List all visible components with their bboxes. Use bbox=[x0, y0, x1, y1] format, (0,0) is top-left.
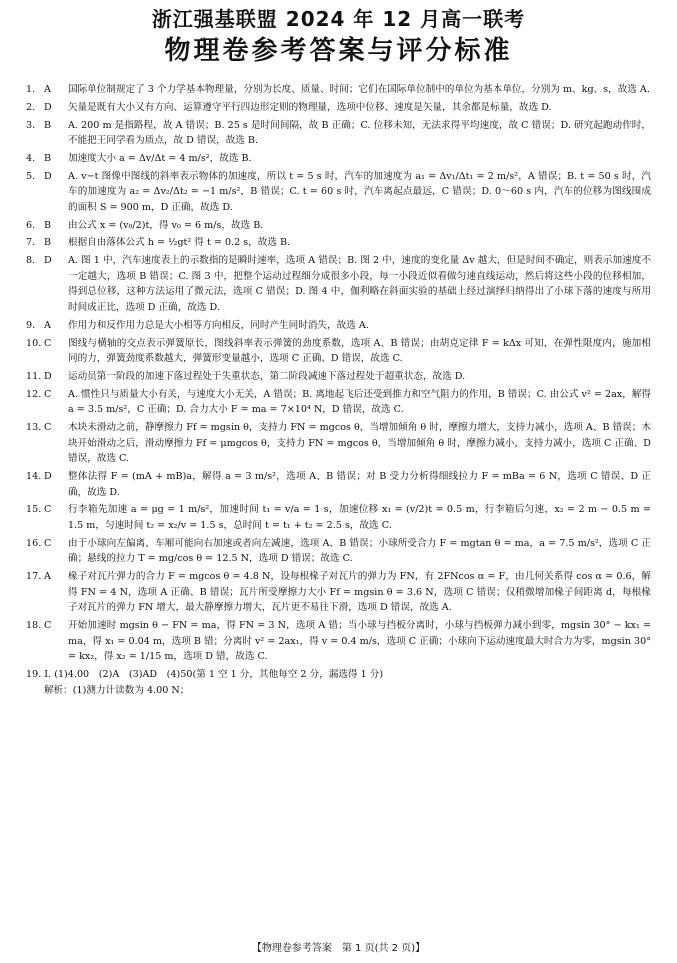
question-number: 5. bbox=[26, 170, 36, 182]
question-number: 4. bbox=[26, 152, 36, 164]
question-number: 6. bbox=[26, 219, 36, 231]
question-number: 12. bbox=[26, 388, 42, 400]
answer-explanation: 开始加速时 mgsin θ − FN = ma，得 FN = 3 N，选项 A 错；当小球与挡板分离时，小球与挡板弹力减小到零，mgsin 30° − kx₁ = ma，得 x₁ = 0.04 m，选项 B 错；分离时 v² = 2ax₁，得 v = 0.4 m/s，选项 C 正确；小球向下运动速度最大时合力为零，mgsin 30° = kx₂，得 x₂ = 1/15 m，选项 D 错，故选 C. bbox=[68, 620, 651, 663]
answer-explanation: 行李箱先加速 a = μg = 1 m/s²，加速时间 t₁ = v/a = 1 s，加速位移 x₁ = (v/2)t = 0.5 m，行李箱后匀速，x₂ = 2 m − 0.5 m = 1.5 m，匀速时间 t₂ = x₂/v = 1.5 s，总时间 t = t₁ + t₂ = 2.5 s，故选 C. bbox=[68, 504, 651, 532]
question-number: 16. bbox=[26, 537, 42, 549]
question-19-analysis: 解析：(1)测力计读数为 4.00 N； bbox=[44, 684, 190, 696]
answer-choice: D bbox=[44, 370, 52, 382]
answer-choice: D bbox=[44, 255, 52, 267]
answer-item bbox=[26, 502, 651, 533]
document-subtitle: 物理卷参考答案与评分标准 bbox=[164, 36, 513, 66]
answer-item bbox=[26, 235, 651, 251]
question-number: 2. bbox=[26, 101, 36, 113]
answer-explanation: A. 图 1 中，汽车速度表上的示数指的是瞬时速率，选项 A 错误；B. 图 2 中，速度的变化量 Δv 越大，但是时间不确定，则表示加速度不一定越大，选项 B 错误；C. 图 3 中，把整个运动过程细分成很多小段，每一小段近似看做匀速直线运动，然后将这些小段的位移相加，得到总位移，这种方法运用了微元法，选项 C 错误；D. 图 4 中，伽利略在斜面实验的基础上经过演绎归纳得出了小球下落的速度与所用时间成正比，选项 D 正确，故选 D. bbox=[68, 255, 651, 314]
answer-item bbox=[26, 569, 651, 616]
question-number: 1. bbox=[26, 84, 36, 95]
answer-explanation: 木块未滑动之前，静摩擦力 Ff = mgsin θ，支持力 FN = mgcos θ，当增加倾角 θ 时，摩擦力增大，支持力减小，选项 A、B 错误；木块开始滑动之后，滑动摩擦力 Ff = μmgcos θ，支持力 FN = mgcos θ，当增加倾角 θ 时，摩擦力减小，支持力减小，选项 C 正确、D 错误，故选 C. bbox=[68, 422, 651, 465]
answer-explanation: 由公式 x = (v₀/2)t，得 v₀ = 6 m/s，故选 B. bbox=[68, 219, 264, 231]
answer-explanation: 由于小球向左偏离，车厢可能向右加速或者向左减速，选项 A、B 错误；小球所受合力 F = mgtan θ = ma，a = 7.5 m/s²，选项 C 正确；悬线的拉力 T = mg/cos θ = 12.5 N，选项 D 错误；故选 C. bbox=[68, 537, 651, 565]
answer-explanation: 国际单位制规定了 3 个力学基本物理量，分别为长度、质量、时间；它们在国际单位制中的单位为基本单位，分别为 m、kg、s，故选 A. bbox=[68, 84, 650, 95]
answer-explanation: A. v−t 图像中图线的斜率表示物体的加速度，所以 t = 5 s 时，汽车的加速度为 a₁ = Δv₁/Δt₁ = 2 m/s²，A 错误；B. t = 50 s 时，汽车的加速度为 a₂ = Δv₂/Δt₂ = −1 m/s²，B 错误；C. t = 60 s 时，汽车离起点最远，C 错误；D. 0～60 s 内，汽车的位移为图线围成的面积 S = 900 m，D 正确，故选 D. bbox=[68, 170, 651, 213]
answer-explanation: 矢量是既有大小又有方向、运算遵守平行四边形定则的物理量，选项中位移、速度是矢量，其余都是标量，故选 D. bbox=[68, 101, 552, 113]
answer-item bbox=[26, 336, 651, 367]
answer-choice: B bbox=[44, 119, 52, 131]
answer-item bbox=[26, 169, 651, 216]
answer-explanation: 图线与横轴的交点表示弹簧原长，图线斜率表示弹簧的劲度系数，选项 A、B 错误；由胡克定律 F = kΔx 可知，在弹性限度内，施加相同的力，弹簧劲度系数越大，弹簧形变量越小，选项 C 正确、D 错误，故选 C. bbox=[68, 337, 651, 365]
answer-item bbox=[26, 253, 651, 315]
answer-choice: C bbox=[44, 422, 52, 434]
answer-item bbox=[26, 618, 651, 665]
answer-explanation: 加速度大小 a = Δv/Δt = 4 m/s²，故选 B. bbox=[68, 152, 252, 164]
page-footer: 【物理卷参考答案 第 1 页(共 2 页)】 bbox=[251, 943, 426, 954]
answer-item bbox=[26, 151, 651, 167]
answer-choice: C bbox=[44, 504, 52, 516]
answer-choice: C bbox=[44, 620, 52, 632]
question-number: 18. bbox=[26, 620, 42, 632]
answer-list bbox=[26, 82, 651, 665]
answer-item bbox=[26, 469, 651, 500]
answer-item bbox=[26, 318, 651, 334]
answer-choice: D bbox=[44, 170, 52, 182]
question-number: 9. bbox=[26, 319, 36, 331]
question-number: 11. bbox=[26, 370, 42, 382]
answer-choice: C bbox=[44, 388, 52, 400]
answer-choice: D bbox=[44, 471, 52, 483]
exam-title: 浙江强基联盟 2024 年 12 月高一联考 bbox=[151, 7, 526, 31]
answer-explanation: 整体法得 F = (mA + mB)a，解得 a = 3 m/s²，选项 A、B 错误；对 B 受力分析得细线拉力 F = mBa = 6 N，选项 C 错误、D 正确，故选 D. bbox=[68, 471, 651, 498]
answer-explanation: 运动员第一阶段的加速下落过程处于失重状态，第二阶段减速下落过程处于超重状态，故选 D. bbox=[68, 370, 466, 382]
answer-choice: B bbox=[44, 219, 52, 231]
question-number: 15. bbox=[26, 504, 42, 516]
answer-item bbox=[26, 387, 651, 418]
answer-item bbox=[26, 536, 651, 567]
question-19-line: 19. Ⅰ. (1)4.00 (2)A (3)AD (4)50(第 1 空 1 分，其他每空 2 分，漏选得 1 分) bbox=[26, 669, 384, 681]
answer-choice: D bbox=[44, 101, 52, 113]
question-number: 7. bbox=[26, 237, 36, 249]
answer-explanation: A. 200 m 是指路程，故 A 错误；B. 25 s 是时间间隔，故 B 正确；C. 位移未知，无法求得平均速度，故 C 错误；D. 研究起跑动作时，不能把王同学看为质点，故 D 错误，故选 B. bbox=[68, 119, 651, 147]
answer-choice: A bbox=[44, 571, 51, 583]
answer-explanation: A. 惯性只与质量大小有关，与速度大小无关，A 错误；B. 离地起飞后还受到推力和空气阻力的作用，B 错误；C. 由公式 v² = 2ax，解得 a = 3.5 m/s²，C 正确；D. 合力大小 F = ma = 7×10⁴ N，D 错误，故选 C. bbox=[68, 388, 651, 416]
answer-item bbox=[26, 100, 651, 116]
answer-item bbox=[26, 420, 651, 467]
answer-item bbox=[26, 369, 651, 385]
answer-choice: A bbox=[44, 319, 51, 331]
answer-item bbox=[26, 218, 651, 234]
answer-explanation: 椽子对瓦片弹力的合力 F = mgcos θ = 4.8 N，设每根椽子对瓦片的弹力为 FN，有 2FNcos α = F，由几何关系得 cos α = 0.6，解得 FN = 4 N，选项 A 正确、B 错误；瓦片所受摩擦力大小 Ff = mgsin θ = 3.6 N，选项 C 错误；仅稍微增加椽子间距离 d，每根椽子对瓦片的弹力 FN 增大，最大静摩擦力增大，瓦片更不易往下滑，选项 D 错误，故选 A. bbox=[68, 571, 651, 614]
question-number: 10. bbox=[26, 337, 42, 349]
answer-item bbox=[26, 118, 651, 149]
question-number: 8. bbox=[26, 255, 36, 267]
answer-explanation: 作用力和反作用力总是大小相等方向相反，同时产生同时消失，故选 A. bbox=[68, 319, 369, 331]
question-number: 13. bbox=[26, 422, 42, 434]
answer-choice: B bbox=[44, 152, 52, 164]
question-number: 14. bbox=[26, 471, 42, 483]
answer-explanation: 根据自由落体公式 h = ½gt² 得 t = 0.2 s，故选 B. bbox=[68, 237, 291, 249]
answer-choice: A bbox=[44, 84, 51, 95]
answer-choice: C bbox=[44, 337, 52, 349]
answer-choice: B bbox=[44, 237, 52, 249]
answer-item bbox=[26, 82, 651, 98]
answer-choice: C bbox=[44, 537, 52, 549]
question-number: 17. bbox=[26, 571, 42, 583]
question-number: 3. bbox=[26, 119, 36, 131]
